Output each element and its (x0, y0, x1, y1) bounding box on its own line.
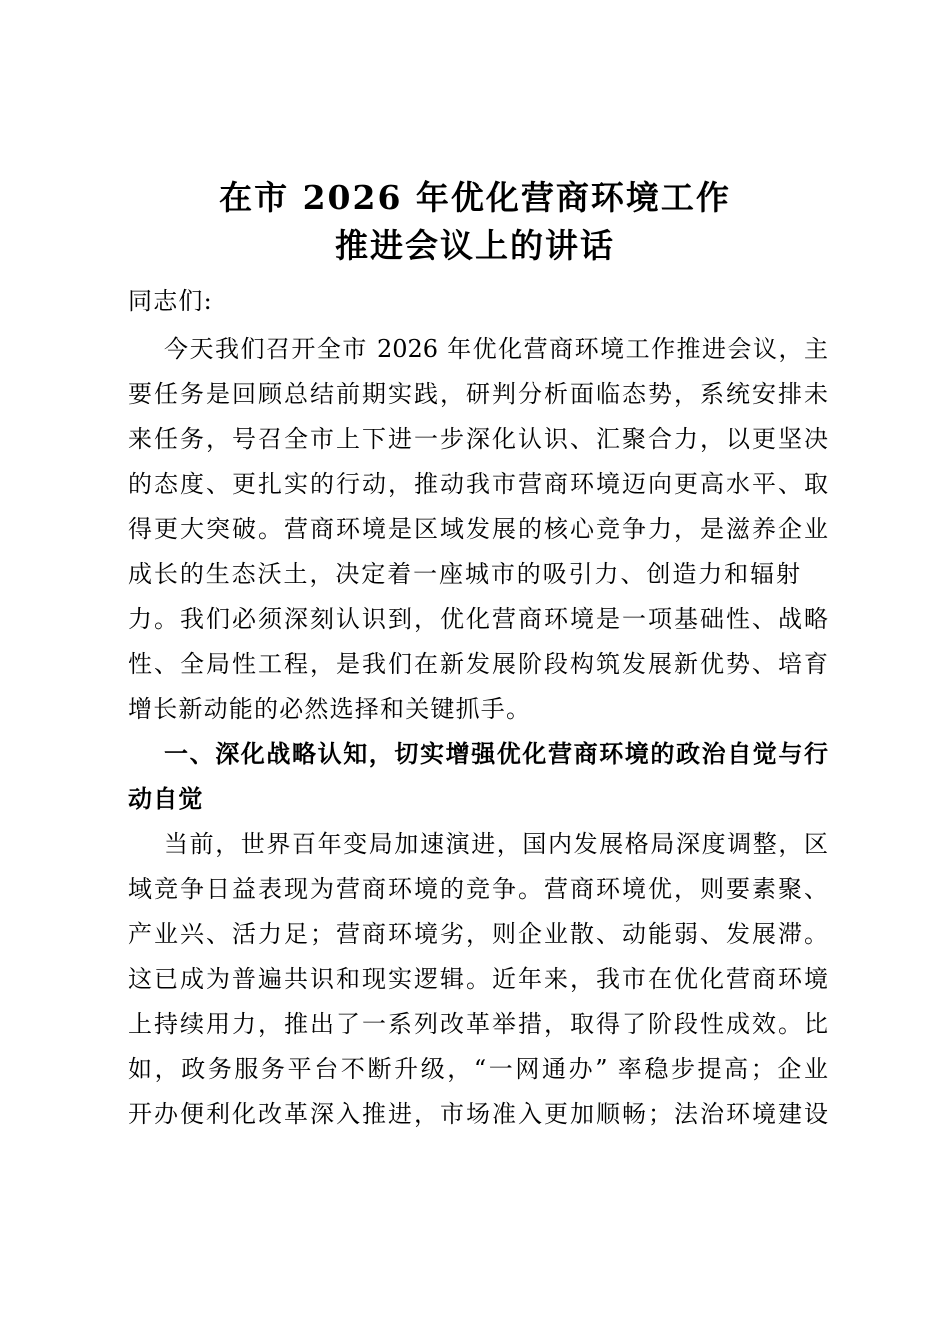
paragraph-line: 得更大突破。营商环境是区域发展的核心竞争力，是滋养企业 (128, 515, 828, 543)
paragraph-line: 来任务，号召全市上下进一步深化认识、汇聚合力，以更坚决 (128, 425, 828, 453)
paragraph-line: 开办便利化改革深入推进，市场准入更加顺畅；法治环境建设 (128, 1100, 828, 1128)
paragraph-line: 如，政务服务平台不断升级，“一网通办” 率稳步提高；企业 (128, 1055, 828, 1083)
salutation: 同志们: (128, 287, 213, 315)
paragraph-line: 产业兴、活力足；营商环境劣，则企业散、动能弱、发展滞。 (128, 920, 828, 948)
paragraph-line: 今天我们召开全市 2026 年优化营商环境工作推进会议，主 (164, 335, 828, 363)
document-title-line-1: 在市 2026 年优化营商环境工作 (219, 178, 731, 217)
section-heading: 动自觉 (128, 784, 204, 813)
paragraph-line: 成长的生态沃土，决定着一座城市的吸引力、创造力和辐射 (128, 560, 800, 588)
document-title-line-2: 推进会议上的讲话 (335, 226, 615, 265)
paragraph-line: 力。我们必须深刻认识到，优化营商环境是一项基础性、战略 (128, 605, 828, 633)
paragraph-line: 当前，世界百年变局加速演进，国内发展格局深度调整，区 (164, 830, 828, 858)
paragraph-line: 要任务是回顾总结前期实践，研判分析面临态势，系统安排未 (128, 380, 828, 408)
paragraph-line: 性、全局性工程，是我们在新发展阶段构筑发展新优势、培育 (128, 650, 828, 678)
paragraph-line: 域竞争日益表现为营商环境的竞争。营商环境优，则要素聚、 (128, 875, 828, 903)
paragraph-line: 的态度、更扎实的行动，推动我市营商环境迈向更高水平、取 (128, 470, 828, 498)
paragraph-line: 这已成为普遍共识和现实逻辑。近年来，我市在优化营商环境 (128, 965, 828, 993)
paragraph-line: 上持续用力，推出了一系列改革举措，取得了阶段性成效。比 (128, 1010, 828, 1038)
paragraph-line: 增长新动能的必然选择和关键抓手。 (128, 695, 532, 723)
section-heading: 一、深化战略认知，切实增强优化营商环境的政治自觉与行 (164, 739, 828, 768)
